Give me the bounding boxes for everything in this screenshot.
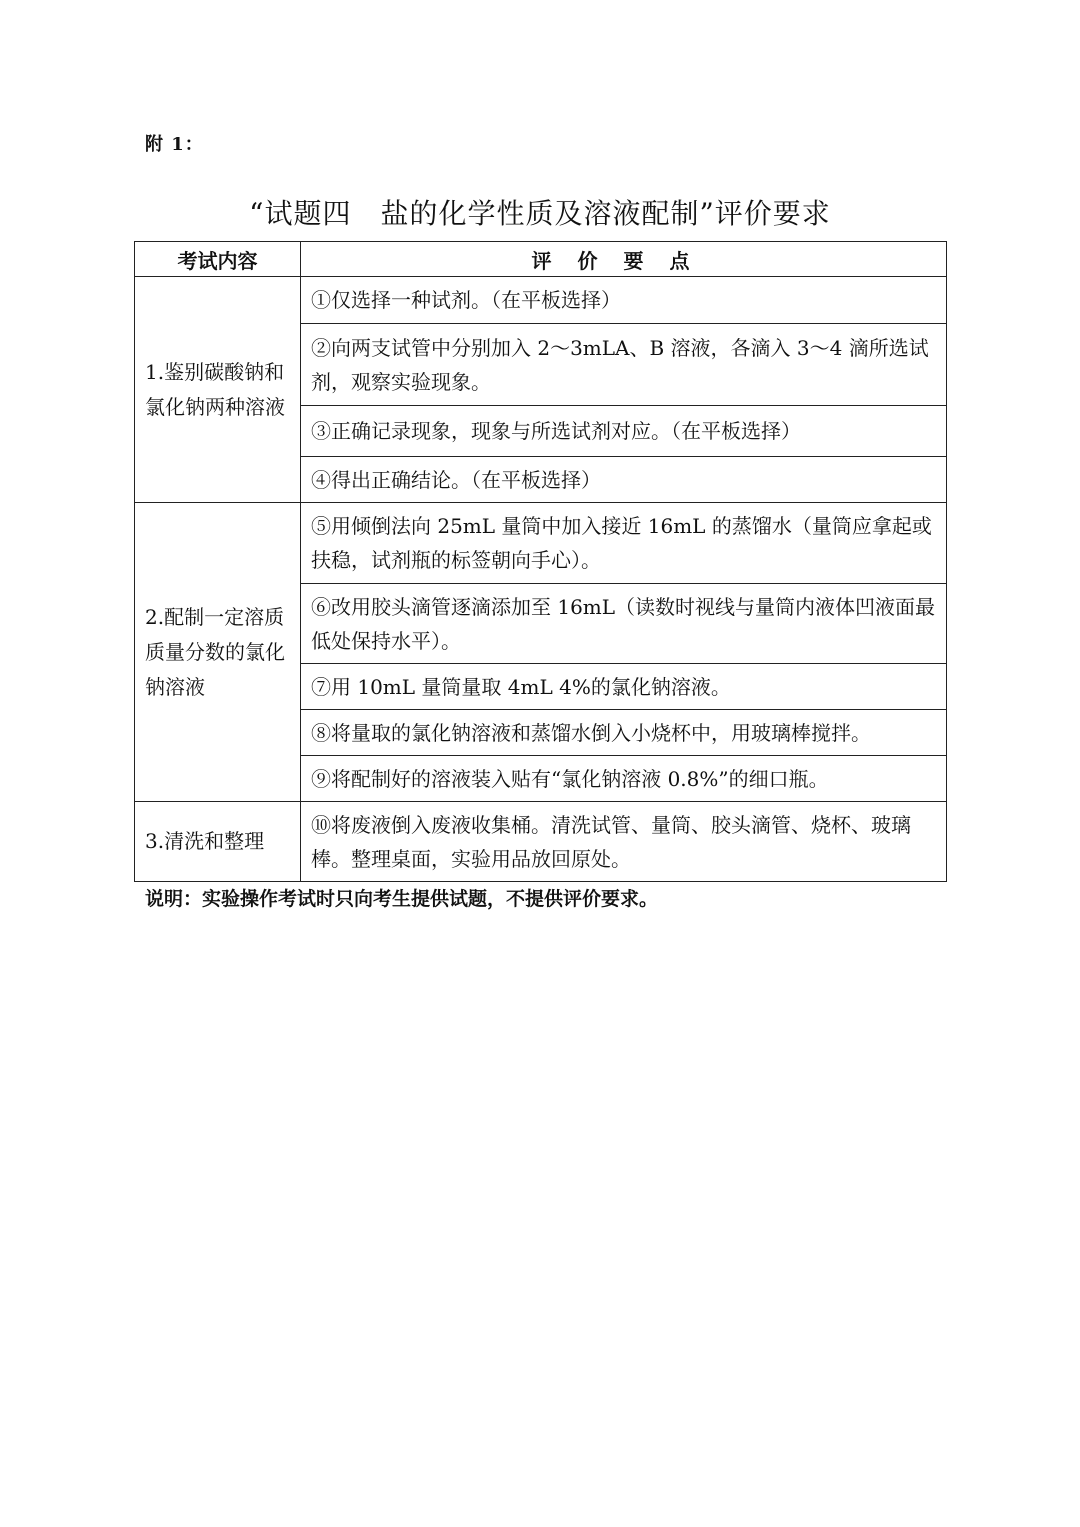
document-title: “试题四 盐的化学性质及溶液配制”评价要求	[249, 197, 831, 230]
point-6: ⑥改用胶头滴管逐滴添加至 16mL（读数时视线与量筒内液体凹液面最低处保持水平）。	[301, 584, 947, 664]
section-3-content: 3.清洗和整理	[135, 802, 301, 882]
table-row	[135, 802, 947, 882]
point-2: ②向两支试管中分别加入 2～3mLA、B 溶液，各滴入 3～4 滴所选试剂，观察实验现象。	[301, 324, 947, 406]
section-2-content: 2.配制一定溶质质量分数的氯化钠溶液	[135, 503, 301, 802]
header-exam-content: 考试内容	[135, 242, 301, 277]
point-7: ⑦用 10mL 量筒量取 4mL 4%的氯化钠溶液。	[301, 664, 947, 710]
header-evaluation-points: 评价要点	[301, 242, 947, 277]
point-8: ⑧将量取的氯化钠溶液和蒸馏水倒入小烧杯中，用玻璃棒搅拌。	[301, 710, 947, 756]
section-1-content: 1.鉴别碳酸钠和氯化钠两种溶液	[135, 277, 301, 503]
point-3: ③正确记录现象，现象与所选试剂对应。（在平板选择）	[301, 406, 947, 457]
point-9: ⑨将配制好的溶液装入贴有“氯化钠溶液 0.8%”的细口瓶。	[301, 756, 947, 802]
table-header-row	[135, 242, 947, 277]
point-1: ①仅选择一种试剂。（在平板选择）	[301, 277, 947, 324]
table-row	[135, 503, 947, 584]
footnote: 说明：实验操作考试时只向考生提供试题，不提供评价要求。	[145, 888, 659, 910]
appendix-label: 附 1：	[145, 134, 204, 155]
evaluation-table	[134, 241, 947, 882]
point-4: ④得出正确结论。（在平板选择）	[301, 457, 947, 503]
table-row	[135, 277, 947, 324]
point-5: ⑤用倾倒法向 25mL 量筒中加入接近 16mL 的蒸馏水（量筒应拿起或扶稳，试剂瓶的标签朝向手心）。	[301, 503, 947, 584]
point-10: ⑩将废液倒入废液收集桶。清洗试管、量筒、胶头滴管、烧杯、玻璃棒。整理桌面，实验用品放回原处。	[301, 802, 947, 882]
